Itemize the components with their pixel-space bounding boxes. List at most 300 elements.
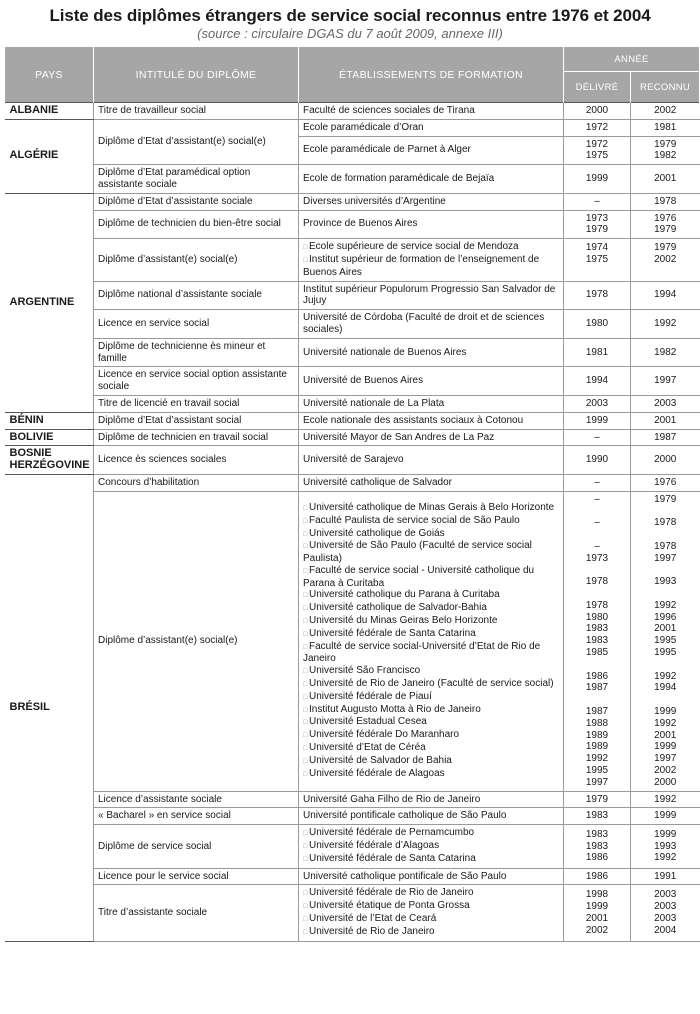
bullet-icon: □	[303, 504, 308, 512]
year-recognized: 1979	[654, 224, 677, 236]
year-delivered: 1983	[585, 623, 609, 635]
year-delivered: 1973	[585, 212, 609, 224]
year-delivered: 1979	[585, 793, 609, 805]
table-row	[5, 825, 700, 868]
bullet-icon: □	[303, 770, 308, 778]
institution-name: Université d’Etat de Céréa	[309, 742, 426, 754]
spacer	[633, 506, 698, 518]
diploma-cell: Diplôme national d’assistante sociale	[94, 281, 299, 310]
header-annee: ANNÉE	[564, 47, 700, 72]
institution-name: Université de Córdoba (Faculté de droit et de sciences sociales)	[303, 312, 545, 335]
bullet-icon: □	[303, 567, 308, 575]
institution-line	[303, 887, 559, 900]
spacer	[566, 588, 628, 600]
institution-name: Université catholique de Salvador	[303, 476, 452, 488]
diploma-cell: Diplôme de technicien en travail social	[94, 429, 299, 446]
institution-name: Université fédérale Do Maranharo	[309, 729, 460, 741]
country-cell: ALGÉRIE	[5, 119, 94, 193]
table-row	[5, 119, 700, 136]
diploma-cell: Titre de licencié en travail social	[94, 395, 299, 412]
year-delivered: 1983	[585, 635, 609, 647]
institution-line	[303, 347, 559, 359]
year-recognized-cell	[631, 429, 700, 446]
institution-name: Université de São Paulo (Faculté de service social Paulista)	[303, 540, 532, 565]
year-delivered-cell	[564, 210, 631, 239]
year-recognized: 2002	[654, 765, 677, 777]
year-delivered-cell	[564, 338, 631, 367]
table-row	[5, 885, 700, 941]
table-row	[5, 395, 700, 412]
year-recognized-cell	[631, 119, 700, 136]
institution-name: Université fédérale de Piauí	[309, 690, 432, 702]
year-recognized: 2003	[654, 913, 677, 925]
year-delivered: 1978	[585, 576, 609, 588]
spacer	[633, 266, 698, 278]
year-delivered: 1981	[585, 346, 609, 358]
diploma-cell: Diplôme d’assistant(e) social(e)	[94, 239, 299, 281]
institution-line	[303, 926, 559, 939]
institution-line	[303, 196, 559, 208]
institution-line	[303, 565, 559, 590]
institution-line	[303, 415, 559, 427]
year-recognized-cell	[631, 367, 700, 396]
diploma-cell: Diplôme d’Etat d’assistante sociale	[94, 193, 299, 210]
year-delivered: 1999	[585, 173, 609, 185]
year-delivered: 1999	[585, 901, 609, 913]
year-recognized: 1994	[654, 682, 677, 694]
institution-name: Université catholique de Goiás	[309, 527, 445, 539]
year-delivered-cell	[564, 491, 631, 791]
institution-name: Diverses universités d’Argentine	[303, 195, 446, 207]
institution-line	[303, 913, 559, 926]
year-recognized-cell	[631, 239, 700, 281]
year-delivered-cell	[564, 808, 631, 825]
bullet-icon: □	[303, 244, 308, 252]
year-delivered-cell	[564, 119, 631, 136]
institution-name: Université nationale de Buenos Aires	[303, 346, 467, 358]
country-cell: ARGENTINE	[5, 193, 94, 412]
table-row	[5, 868, 700, 885]
institution-line	[303, 241, 559, 254]
bullet-icon: □	[303, 256, 308, 264]
institution-name: Université catholique pontificale de São Paulo	[303, 870, 507, 882]
institution-name: Faculté de service social - Université catholique du Parana à Curitaba	[303, 564, 535, 589]
year-recognized: 1978	[654, 195, 677, 207]
bullet-icon: □	[303, 855, 308, 863]
institution-cell	[299, 119, 564, 136]
year-recognized-cell	[631, 395, 700, 412]
year-delivered: 1980	[585, 611, 609, 623]
year-recognized-cell	[631, 103, 700, 120]
bullet-icon: □	[303, 757, 308, 765]
bullet-icon: □	[303, 668, 308, 676]
institution-cell	[299, 885, 564, 941]
spacer	[566, 506, 628, 518]
institution-name: Ecole paramédicale d’Oran	[303, 121, 424, 133]
bullet-icon: □	[303, 517, 308, 525]
table-row	[5, 338, 700, 367]
year-delivered: –	[594, 431, 600, 443]
diploma-cell: Concours d’habilitation	[94, 474, 299, 491]
bullet-icon: □	[303, 745, 308, 753]
institution-line	[303, 122, 559, 134]
year-recognized: 2002	[654, 253, 677, 265]
year-recognized-cell	[631, 808, 700, 825]
year-delivered: 2000	[585, 105, 609, 116]
institution-line	[303, 398, 559, 410]
year-delivered: 1975	[585, 253, 609, 265]
bullet-icon: □	[303, 681, 308, 689]
year-recognized: 2001	[654, 414, 677, 426]
institution-name: Faculté de sciences sociales de Tirana	[303, 105, 475, 116]
year-delivered: 1975	[585, 150, 609, 162]
institution-cell	[299, 808, 564, 825]
year-recognized: 1996	[654, 611, 677, 623]
year-recognized-cell	[631, 791, 700, 808]
institution-name: Université fédérale de Pernamcumbo	[309, 827, 475, 839]
country-cell: BOSNIE HERZÉGOVINE	[5, 446, 94, 475]
header-intitule: INTITULÉ DU DIPLÔME	[94, 47, 299, 103]
year-delivered: 2001	[585, 913, 609, 925]
year-recognized: 1991	[654, 870, 677, 882]
year-recognized: 1999	[654, 810, 677, 822]
institution-line	[303, 871, 559, 883]
year-recognized: 1999	[654, 706, 677, 718]
year-delivered: 1972	[585, 138, 609, 150]
table-row	[5, 210, 700, 239]
year-delivered: –	[594, 476, 600, 488]
institution-name: Ecole supérieure de service social de Mendoza	[309, 241, 519, 253]
year-delivered: –	[594, 195, 600, 207]
institution-cell	[299, 491, 564, 791]
year-recognized: 2001	[654, 729, 677, 741]
table-row	[5, 310, 700, 339]
year-delivered-cell	[564, 281, 631, 310]
institution-line	[303, 432, 559, 444]
year-delivered: 1980	[585, 318, 609, 330]
diploma-cell: Diplôme de service social	[94, 825, 299, 868]
institution-line	[303, 665, 559, 678]
year-delivered: 1974	[585, 242, 609, 254]
institution-line	[303, 742, 559, 755]
institution-name: Université Mayor de San Andres de La Paz	[303, 431, 495, 443]
table-row	[5, 193, 700, 210]
year-recognized: 1994	[654, 289, 677, 301]
year-recognized-cell	[631, 474, 700, 491]
diploma-cell: Diplôme d’Etat paramédical option assistante sociale	[94, 165, 299, 194]
spacer	[566, 529, 628, 541]
table-row	[5, 165, 700, 194]
institution-line	[303, 502, 559, 515]
year-recognized-cell	[631, 868, 700, 885]
year-recognized: 1978	[654, 517, 677, 529]
institution-cell	[299, 136, 564, 165]
table-row	[5, 791, 700, 808]
diploma-cell: « Bacharel » en service social	[94, 808, 299, 825]
year-delivered: 1978	[585, 599, 609, 611]
diploma-cell: Diplôme d’Etat d’assistant social	[94, 412, 299, 429]
institution-line	[303, 218, 559, 230]
year-recognized: 2003	[654, 889, 677, 901]
institution-name: Université de l’Etat de Ceará	[309, 913, 437, 925]
bullet-icon: □	[303, 530, 308, 538]
year-delivered: 1990	[585, 454, 609, 466]
institution-name: Université Estadual Cesea	[309, 716, 427, 728]
institution-name: Université de Sarajevo	[303, 454, 404, 466]
table-row	[5, 429, 700, 446]
year-delivered-cell	[564, 825, 631, 868]
institution-name: Université du Minas Geiras Belo Horizonte	[309, 615, 498, 627]
spacer	[633, 659, 698, 671]
institution-name: Université catholique de Salvador-Bahia	[309, 602, 487, 614]
year-delivered: 1983	[585, 828, 609, 840]
institution-line	[303, 254, 559, 279]
year-delivered: 1992	[585, 753, 609, 765]
year-recognized: 1987	[654, 431, 677, 443]
institution-line	[303, 477, 559, 489]
year-delivered: –	[594, 517, 600, 529]
institution-cell	[299, 474, 564, 491]
bullet-icon: □	[303, 830, 308, 838]
year-recognized: 1982	[654, 150, 677, 162]
institution-cell	[299, 825, 564, 868]
bullet-icon: □	[303, 643, 308, 651]
year-recognized: 1992	[654, 670, 677, 682]
institution-name: Université fédérale de Rio de Janeiro	[309, 887, 474, 899]
year-recognized-cell	[631, 281, 700, 310]
institution-cell	[299, 103, 564, 120]
year-delivered: 1997	[585, 776, 609, 788]
institution-line	[303, 375, 559, 387]
table-row	[5, 446, 700, 475]
institution-cell	[299, 395, 564, 412]
diploma-cell: Diplôme de technicien du bien-être social	[94, 210, 299, 239]
bullet-icon: □	[303, 543, 308, 551]
bullet-icon: □	[303, 903, 308, 911]
institution-cell	[299, 239, 564, 281]
year-recognized: 1978	[654, 540, 677, 552]
year-recognized: 1995	[654, 647, 677, 659]
diploma-cell: Licence en service social option assistante sociale	[94, 367, 299, 396]
institution-name: Université São Francisco	[309, 665, 421, 677]
year-delivered: 2002	[585, 924, 609, 936]
diploma-cell: Licence en service social	[94, 310, 299, 339]
table-row	[5, 367, 700, 396]
year-delivered: 1979	[585, 224, 609, 236]
year-delivered-cell	[564, 310, 631, 339]
spacer	[633, 588, 698, 600]
year-delivered: 1986	[585, 852, 609, 864]
institution-line	[303, 768, 559, 781]
institution-name: Université de Salvador de Bahia	[309, 754, 452, 766]
year-delivered-cell	[564, 868, 631, 885]
institution-name: Université pontificale catholique de São Paulo	[303, 810, 507, 822]
table-row	[5, 281, 700, 310]
year-delivered: 1998	[585, 889, 609, 901]
table-row	[5, 239, 700, 281]
institution-line	[303, 173, 559, 185]
country-cell: BÉNIN	[5, 412, 94, 429]
bullet-icon: □	[303, 890, 308, 898]
year-recognized-cell	[631, 412, 700, 429]
year-delivered-cell	[564, 136, 631, 165]
year-recognized: 1997	[654, 552, 677, 564]
institution-name: Université catholique de Minas Gerais à Belo Horizonte	[309, 501, 555, 513]
year-recognized: 2003	[654, 901, 677, 913]
institution-name: Institut supérieur Populorum Progressio San Salvador de Jujuy	[303, 283, 556, 307]
year-recognized: 1997	[654, 753, 677, 765]
year-recognized: 1993	[654, 840, 677, 852]
institution-cell	[299, 310, 564, 339]
institution-name: Ecole nationale des assistants sociaux à Cotonou	[303, 414, 524, 426]
bullet-icon: □	[303, 693, 308, 701]
diploma-cell: Licence pour le service social	[94, 868, 299, 885]
year-recognized-cell	[631, 885, 700, 941]
year-delivered-cell	[564, 474, 631, 491]
year-recognized: 1993	[654, 576, 677, 588]
spacer	[566, 694, 628, 706]
table-body	[5, 103, 700, 942]
diploma-cell: Licence ès sciences sociales	[94, 446, 299, 475]
year-recognized-cell	[631, 136, 700, 165]
year-delivered: 1987	[585, 682, 609, 694]
year-delivered: 1994	[585, 375, 609, 387]
institution-line	[303, 528, 559, 541]
spacer	[566, 659, 628, 671]
header-reconnu: RECONNU	[631, 72, 700, 103]
institution-cell	[299, 338, 564, 367]
institution-line	[303, 840, 559, 853]
institution-name: Ecole paramédicale de Parnet à Alger	[303, 144, 471, 156]
year-recognized: 1992	[654, 599, 677, 611]
institution-line	[303, 755, 559, 768]
institution-line	[303, 602, 559, 615]
bullet-icon: □	[303, 928, 308, 936]
year-delivered-cell	[564, 885, 631, 941]
institution-line	[303, 794, 559, 806]
diploma-cell: Licence d’assistante sociale	[94, 791, 299, 808]
institution-line	[303, 515, 559, 528]
year-recognized: 2000	[654, 454, 677, 466]
institution-line	[303, 704, 559, 717]
year-delivered: 1988	[585, 717, 609, 729]
spacer	[566, 266, 628, 278]
year-recognized-cell	[631, 210, 700, 239]
table-row	[5, 808, 700, 825]
institution-cell	[299, 193, 564, 210]
institution-name: Université fédérale de Alagoas	[309, 767, 445, 779]
diploma-cell: Titre de travailleur social	[94, 103, 299, 120]
institution-cell	[299, 281, 564, 310]
country-cell: BRÉSIL	[5, 474, 94, 941]
institution-cell	[299, 367, 564, 396]
country-cell: BOLIVIE	[5, 429, 94, 446]
year-recognized: 1992	[654, 717, 677, 729]
institution-line	[303, 641, 559, 666]
institution-name: Institut Augusto Motta à Rio de Janeiro	[309, 703, 481, 715]
institution-line	[303, 615, 559, 628]
institution-line	[303, 454, 559, 466]
year-recognized-cell	[631, 338, 700, 367]
year-delivered: –	[594, 540, 600, 552]
spacer	[566, 565, 628, 577]
bullet-icon: □	[303, 706, 308, 714]
year-recognized: 1976	[654, 212, 677, 224]
institution-name: Université de Rio de Janeiro	[309, 925, 435, 937]
year-delivered: 1999	[585, 414, 609, 426]
bullet-icon: □	[303, 719, 308, 727]
year-recognized: 2002	[654, 105, 677, 116]
bullet-icon: □	[303, 843, 308, 851]
year-delivered-cell	[564, 412, 631, 429]
table-row	[5, 474, 700, 491]
year-recognized: 1995	[654, 635, 677, 647]
diploma-cell: Diplôme d’assistant(e) social(e)	[94, 491, 299, 791]
institution-name: Faculté de service social-Université d’Etat de Rio de Janeiro	[303, 640, 541, 665]
year-delivered: 1983	[585, 840, 609, 852]
header-etablissements: ÉTABLISSEMENTS DE FORMATION	[299, 47, 564, 103]
institution-cell	[299, 412, 564, 429]
diploma-cell: Diplôme de technicienne ès mineur et famille	[94, 338, 299, 367]
year-recognized: 2001	[654, 623, 677, 635]
year-recognized-cell	[631, 193, 700, 210]
institution-line	[303, 900, 559, 913]
institution-name: Province de Buenos Aires	[303, 218, 418, 230]
institution-name: Faculté Paulista de service social de São Paulo	[309, 514, 520, 526]
year-recognized: 2001	[654, 173, 677, 185]
year-delivered-cell	[564, 165, 631, 194]
bullet-icon: □	[303, 605, 308, 613]
institution-name: Université fédérale de Santa Catarina	[309, 852, 476, 864]
year-recognized-cell	[631, 825, 700, 868]
year-delivered: 2003	[585, 397, 609, 409]
year-recognized: 1982	[654, 346, 677, 358]
institution-line	[303, 691, 559, 704]
institution-line	[303, 540, 559, 565]
year-delivered: 1985	[585, 647, 609, 659]
spacer	[633, 565, 698, 577]
year-recognized: 1992	[654, 318, 677, 330]
page-title: Liste des diplômes étrangers de service social reconnus entre 1976 et 2004	[49, 6, 651, 25]
institution-name: Université étatique de Ponta Grossa	[309, 900, 470, 912]
institution-line	[303, 827, 559, 840]
table-row	[5, 491, 700, 791]
spacer	[633, 529, 698, 541]
institution-name: Université Gaha Filho de Rio de Janeiro	[303, 793, 481, 805]
year-recognized: 2000	[654, 776, 677, 788]
header-delivre: DÉLIVRÉ	[564, 72, 631, 103]
year-recognized: 1979	[654, 242, 677, 254]
institution-name: Ecole de formation paramédicale de Bejaïa	[303, 173, 495, 185]
institution-line	[303, 105, 559, 117]
bullet-icon: □	[303, 732, 308, 740]
year-recognized: 1981	[654, 121, 677, 133]
page-subtitle: (source : circulaire DGAS du 7 août 2009, annexe III)	[197, 26, 503, 41]
year-delivered: 1989	[585, 729, 609, 741]
institution-name: Université de Rio de Janeiro (Faculté de service social)	[309, 678, 554, 690]
year-recognized-cell	[631, 446, 700, 475]
diploma-table	[4, 46, 700, 942]
year-delivered: 1973	[585, 552, 609, 564]
year-delivered: 1995	[585, 765, 609, 777]
institution-cell	[299, 165, 564, 194]
bullet-icon: □	[303, 916, 308, 924]
year-delivered: 1989	[585, 741, 609, 753]
header-pays: PAYS	[5, 47, 94, 103]
institution-name: Institut supérieur de formation de l’enseignement de Buenos Aires	[303, 253, 540, 278]
year-delivered: 1986	[585, 870, 609, 882]
institution-cell	[299, 791, 564, 808]
